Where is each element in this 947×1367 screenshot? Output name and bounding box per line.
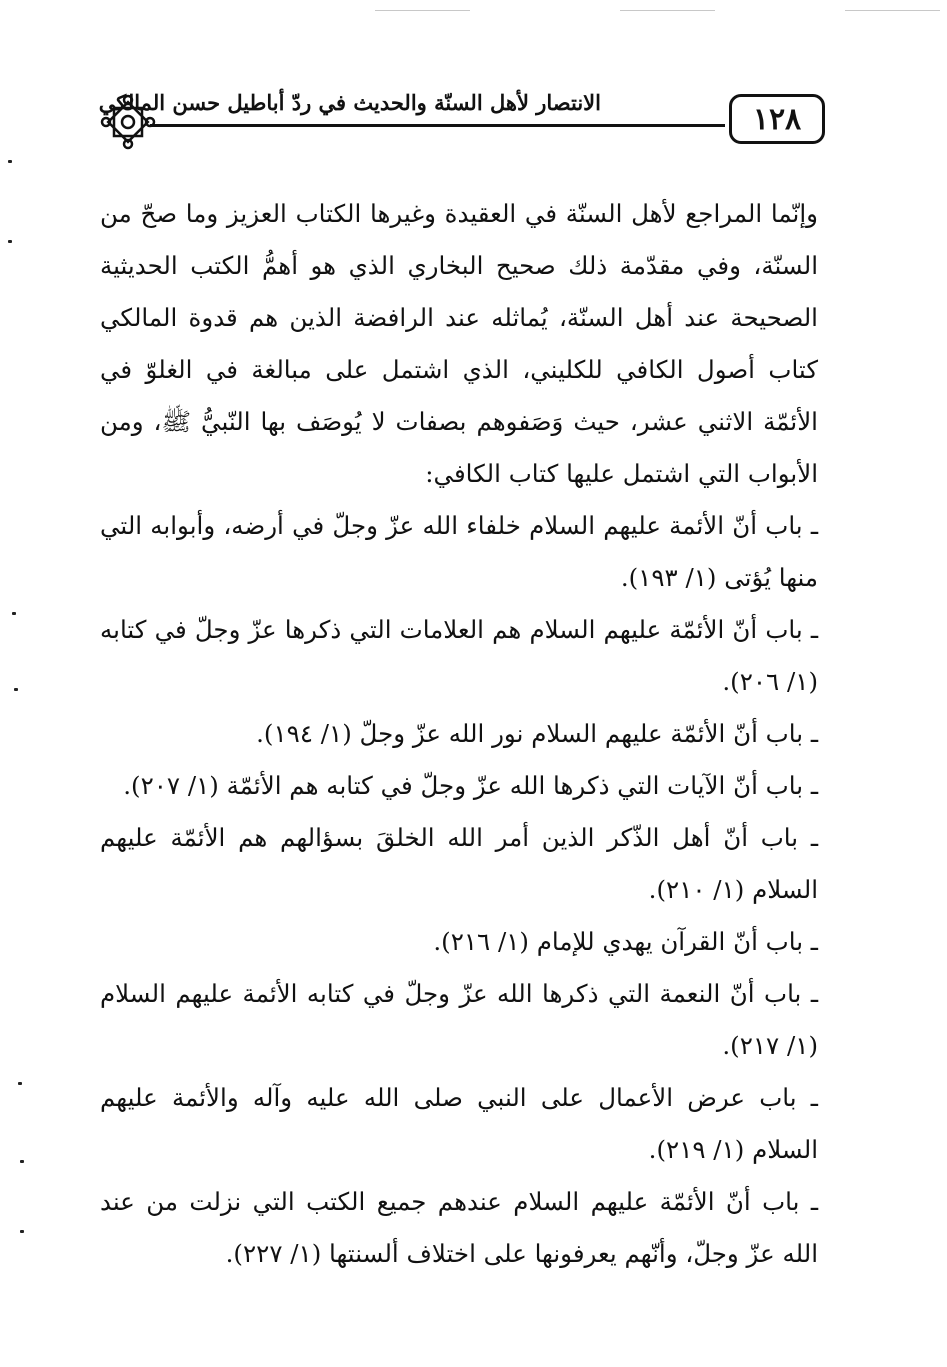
scan-mark xyxy=(14,688,18,691)
chapter-entry: ـ باب أنّ الأئمة عليهم السلام خلفاء الله عزّ وجلّ في أرضه، وأبوابه التي منها يُؤتى (١/ ١٩٣). xyxy=(100,511,818,592)
page-body xyxy=(100,188,818,1280)
header-rule xyxy=(150,124,725,127)
floral-ornament-icon xyxy=(100,94,156,150)
scan-mark xyxy=(8,160,12,163)
scan-top-rule-right xyxy=(620,10,715,11)
scan-top-rule-left xyxy=(375,10,470,11)
intro-paragraph: وإنّما المراجع لأهل السنّة في العقيدة وغيرها الكتاب العزيز وما صحّ من السنّة، وفي مقدّمة ذلك صحيح البخاري الذي هو أهمُّ الكتب الحديثية الصحيحة عند أهل السنّة، يُماثله عند الرافضة الذين هم قدوة المالكي كتاب أصول الكافي للكليني، الذي اشتمل على مبالغة في الغلوّ في الأئمّة الاثني عشر، حيث وَصَفوهم بصفات لا يُوصَف بها النّبيُّ ﷺ، ومن الأبواب التي اشتمل عليها كتاب الكافي: xyxy=(100,199,818,488)
scan-mark xyxy=(18,1082,22,1085)
page-number: ١٢٨ xyxy=(729,94,825,144)
chapter-entry: ـ باب أنّ الأئمّة عليهم السلام عندهم جميع الكتب التي نزلت من عند الله عزّ وجلّ، وأنّهم يعرفونها على اختلاف ألسنتها (١/ ٢٢٧). xyxy=(100,1187,818,1268)
chapter-entry: ـ باب أنّ القرآن يهدي للإمام (١/ ٢١٦). xyxy=(433,927,818,956)
scan-mark xyxy=(8,240,12,243)
running-header xyxy=(100,90,825,155)
scan-mark xyxy=(20,1160,24,1163)
scan-top-rule-far-right xyxy=(845,10,940,11)
book-title: الانتصار لأهل السنّة والحديث في ردّ أباطيل حسن المالكي xyxy=(95,90,605,115)
chapter-entry: ـ باب أنّ الأئمّة عليهم السلام نور الله عزّ وجلّ (١/ ١٩٤). xyxy=(256,719,818,748)
chapter-entry: ـ باب أنّ النعمة التي ذكرها الله عزّ وجلّ في كتابه الأئمة عليهم السلام (١/ ٢١٧). xyxy=(100,979,818,1060)
chapter-entry: ـ باب أنّ أهل الذّكر الذين أمر الله الخلقَ بسؤالهم هم الأئمّة عليهم السلام (١/ ٢١٠). xyxy=(100,823,818,904)
chapter-entry: ـ باب عرض الأعمال على النبي صلى الله عليه وآله والأئمة عليهم السلام (١/ ٢١٩). xyxy=(100,1083,818,1164)
scan-mark xyxy=(20,1230,24,1233)
scan-mark xyxy=(12,612,16,615)
chapter-entry: ـ باب أنّ الآيات التي ذكرها الله عزّ وجلّ في كتابه هم الأئمّة (١/ ٢٠٧). xyxy=(123,771,818,800)
chapter-entry: ـ باب أنّ الأئمّة عليهم السلام هم العلامات التي ذكرها عزّ وجلّ في كتابه (١/ ٢٠٦). xyxy=(100,615,818,696)
